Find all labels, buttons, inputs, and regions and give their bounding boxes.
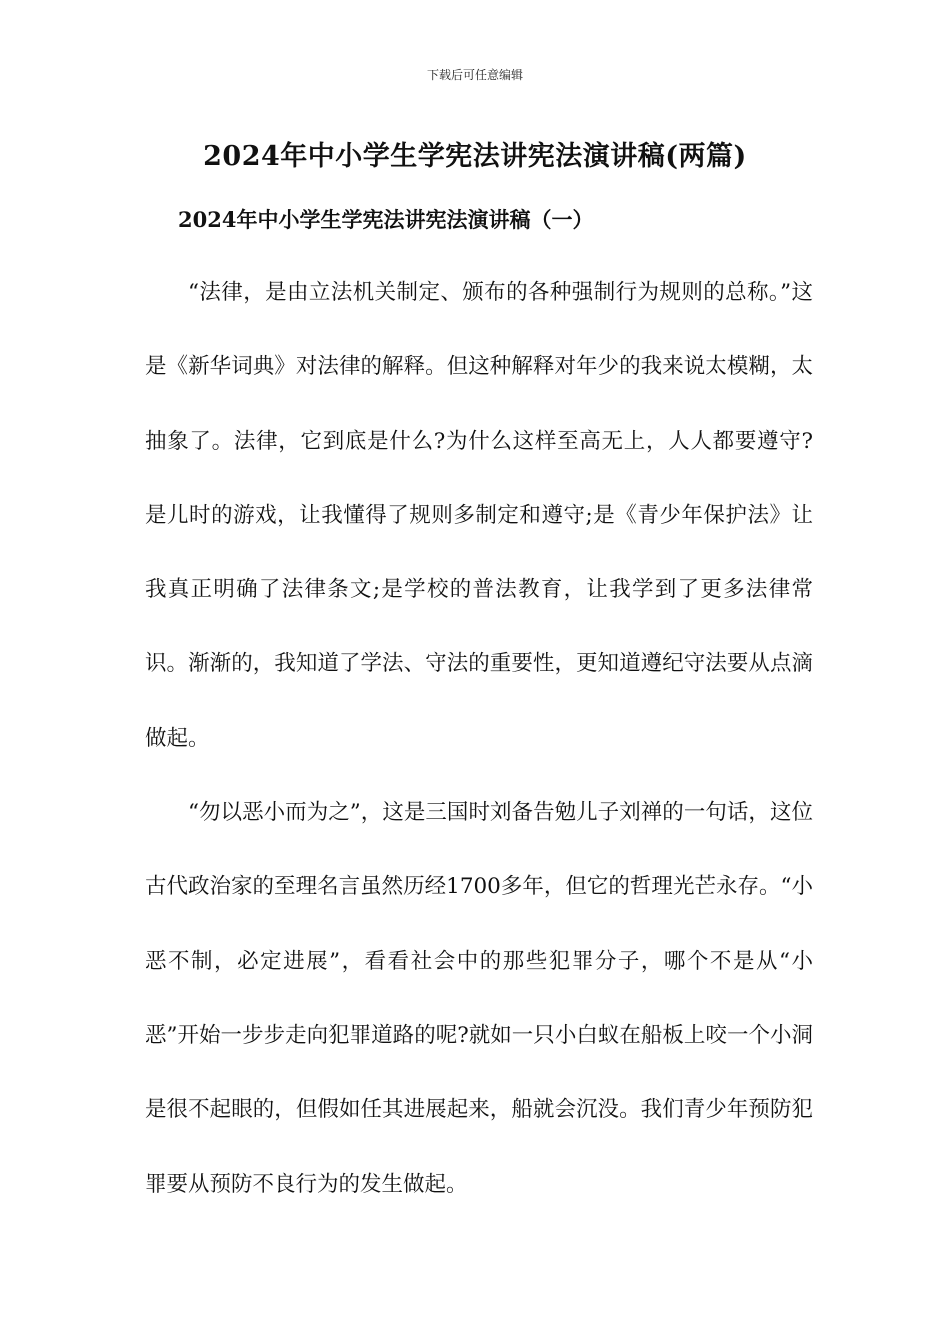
- header-note: 下载后可任意编辑: [426, 68, 523, 82]
- paragraph: “勿以恶小而为之”，这是三国时刘备告勉儿子刘禅的一句话，这位古代政治家的至理名言虽然历经1700多年，但它的哲理光芒永存。“小恶不制，必定进展”，看看社会中的那些犯罪分子，哪个不是从“小恶”开始一步步走向犯罪道路的呢?就如一只小白蚁在船板上咬一个小洞是很不起眼的，但假如任其进展起来，船就会沉没。我们青少年预防犯罪要从预防不良行为的发生做起。: [145, 800, 813, 1197]
- document-title: 2024年中小学生学宪法讲宪法演讲稿(两篇): [203, 141, 747, 172]
- document-body: [145, 256, 813, 1222]
- section-title: 2024年中小学生学宪法讲宪法演讲稿（一）: [178, 207, 594, 232]
- paragraph: “法律，是由立法机关制定、颁布的各种强制行为规则的总称。”这是《新华词典》对法律的解释。但这种解释对年少的我来说太模糊，太抽象了。法律，它到底是什么?为什么这样至高无上，人人都要遵守?是儿时的游戏，让我懂得了规则多制定和遵守;是《青少年保护法》让我真正明确了法律条文;是学校的普法教育，让我学到了更多法律常识。渐渐的，我知道了学法、守法的重要性，更知道遵纪守法要从点滴做起。: [145, 280, 813, 751]
